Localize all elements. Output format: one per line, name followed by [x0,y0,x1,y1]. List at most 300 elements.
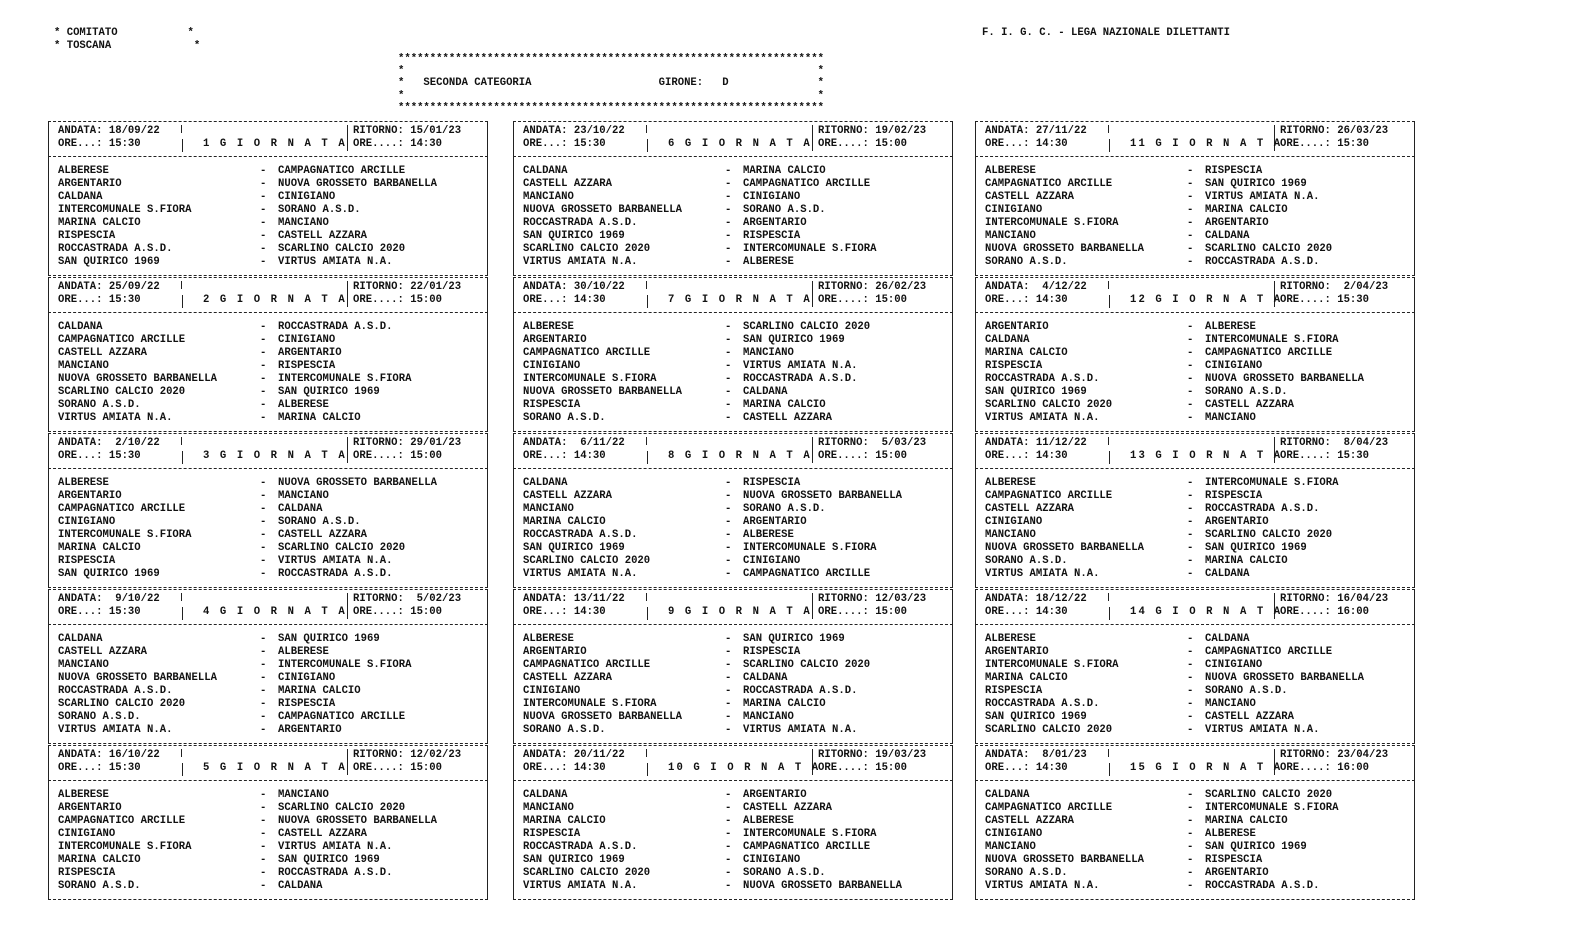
round-block [975,121,1415,275]
match-row [513,516,953,529]
home-team: ROCCASTRADA A.S.D. [58,243,173,255]
home-team: INTERCOMUNALE S.FIORA [985,659,1119,671]
match-row [513,477,953,490]
column-rule [1108,125,1109,133]
round-block [513,745,953,899]
match-row [513,321,953,334]
dashed-rule [48,899,488,900]
dashed-rule [975,743,1415,744]
match-row [975,815,1415,828]
match-row [513,373,953,386]
ritorno-date: RITORNO: 5/02/23 [353,593,462,605]
home-team: CALDANA [523,165,568,177]
match-dash: - [1187,347,1194,359]
ritorno-date: RITORNO: 23/04/23 [1280,749,1389,761]
away-team: NUOVA GROSSETO BARBANELLA [278,178,437,190]
match-dash: - [260,217,267,229]
match-row [513,178,953,191]
match-dash: - [260,178,267,190]
match-dash: - [725,542,732,554]
match-row [975,711,1415,724]
match-dash: - [260,633,267,645]
away-team: ROCCASTRADA A.S.D. [278,321,393,333]
home-team: VIRTUS AMIATA N.A. [985,880,1100,892]
ritorno-date: RITORNO: 5/03/23 [818,437,927,449]
match-row [975,256,1415,269]
match-dash: - [260,555,267,567]
home-team: NUOVA GROSSETO BARBANELLA [58,672,217,684]
match-dash: - [725,373,732,385]
dashed-rule [513,589,953,590]
giornata-title: 14 G I O R N A T A [1130,606,1283,618]
andata-date: ANDATA: 25/09/22 [58,281,160,293]
home-team: MANCIANO [58,360,109,372]
dashed-rule [513,745,953,746]
home-team: VIRTUS AMIATA N.A. [523,880,638,892]
away-team: CINIGIANO [743,854,801,866]
match-dash: - [1187,529,1194,541]
ritorno-time: ORE....: 15:00 [353,294,443,306]
match-dash: - [725,347,732,359]
match-dash: - [1187,399,1194,411]
andata-date: ANDATA: 20/11/22 [523,749,625,761]
ritorno-date: RITORNO: 22/01/23 [353,281,462,293]
away-team: MANCIANO [278,217,329,229]
andata-date: ANDATA: 27/11/22 [985,125,1087,137]
column-rule [647,451,648,464]
ritorno-time: ORE....: 16:00 [1280,606,1370,618]
home-team: ARGENTARIO [58,802,122,814]
home-team: INTERCOMUNALE S.FIORA [58,841,192,853]
away-team: CALDANA [743,672,788,684]
match-row [513,230,953,243]
match-row [975,230,1415,243]
andata-date: ANDATA: 6/11/22 [523,437,625,449]
away-team: RISPESCIA [743,230,801,242]
giornata-title: 5 G I O R N A T A [203,762,347,774]
match-dash: - [725,399,732,411]
home-team: CASTELL AZZARA [985,503,1075,515]
match-dash: - [725,672,732,684]
dashed-rule [513,275,953,276]
match-dash: - [260,867,267,879]
match-row [513,841,953,854]
dashed-rule [975,587,1415,588]
match-dash: - [1187,555,1194,567]
giornata-title: 8 G I O R N A T A [668,450,812,462]
andata-time: ORE...: 14:30 [523,606,606,618]
match-dash: - [260,165,267,177]
home-team: MANCIANO [985,841,1036,853]
match-row [513,867,953,880]
match-row [513,360,953,373]
home-team: INTERCOMUNALE S.FIORA [58,204,192,216]
match-dash: - [260,334,267,346]
away-team: RISPESCIA [1205,490,1263,502]
banner-line: * * [398,65,824,78]
home-team: SAN QUIRICO 1969 [58,568,160,580]
match-row [513,555,953,568]
away-team: NUOVA GROSSETO BARBANELLA [278,815,437,827]
away-team: SORANO A.S.D. [743,867,826,879]
match-dash: - [1187,321,1194,333]
home-team: MARINA CALCIO [985,347,1068,359]
home-team: INTERCOMUNALE S.FIORA [523,373,657,385]
match-dash: - [725,256,732,268]
home-team: SAN QUIRICO 1969 [523,854,625,866]
home-team: NUOVA GROSSETO BARBANELLA [985,854,1144,866]
home-team: VIRTUS AMIATA N.A. [523,568,638,580]
dashed-rule [48,743,488,744]
match-dash: - [725,633,732,645]
home-team: NUOVA GROSSETO BARBANELLA [523,711,682,723]
match-dash: - [1187,646,1194,658]
match-row [48,828,488,841]
column-rule [182,607,183,620]
home-team: CINIGIANO [523,685,581,697]
ritorno-time: ORE....: 15:00 [818,762,908,774]
home-team: CINIGIANO [985,828,1043,840]
round-block [48,589,488,743]
away-team: ALBERESE [278,399,329,411]
match-dash: - [1187,217,1194,229]
column-rule [347,125,348,151]
away-team: CINIGIANO [743,555,801,567]
away-team: CAMPAGNATICO ARCILLE [1205,646,1333,658]
match-row [513,165,953,178]
away-team: SORANO A.S.D. [1205,685,1288,697]
away-team: SORANO A.S.D. [278,204,361,216]
away-team: INTERCOMUNALE S.FIORA [1205,334,1339,346]
home-team: VIRTUS AMIATA N.A. [58,724,173,736]
away-team: INTERCOMUNALE S.FIORA [743,542,877,554]
dashed-rule [48,433,488,434]
home-team: ARGENTARIO [985,646,1049,658]
match-dash: - [1187,867,1194,879]
match-dash: - [725,724,732,736]
away-team: VIRTUS AMIATA N.A. [278,841,393,853]
home-team: CINIGIANO [523,360,581,372]
away-team: MANCIANO [278,490,329,502]
ritorno-time: ORE....: 15:30 [1280,294,1370,306]
giornata-title: 11 G I O R N A T A [1130,138,1283,150]
away-team: SCARLINO CALCIO 2020 [278,802,406,814]
away-team: MANCIANO [743,347,794,359]
column-rule [181,281,182,289]
match-row [513,659,953,672]
away-team: CAMPAGNATICO ARCILLE [1205,347,1333,359]
match-row [513,724,953,737]
dashed-rule [975,277,1415,278]
andata-time: ORE...: 14:30 [523,294,606,306]
column-rule [182,295,183,308]
round-block [48,433,488,587]
ritorno-time: ORE....: 15:00 [818,450,908,462]
column-rule [646,281,647,289]
giornata-title: 12 G I O R N A T A [1130,294,1283,306]
column-rule [182,763,183,776]
match-dash: - [1187,802,1194,814]
home-team: MANCIANO [523,802,574,814]
match-row [48,802,488,815]
match-dash: - [1187,841,1194,853]
andata-date: ANDATA: 8/01/23 [985,749,1087,761]
match-dash: - [260,854,267,866]
away-team: CAMPAGNATICO ARCILLE [743,178,871,190]
andata-date: ANDATA: 23/10/22 [523,125,625,137]
home-team: NUOVA GROSSETO BARBANELLA [523,386,682,398]
home-team: CAMPAGNATICO ARCILLE [523,659,651,671]
match-dash: - [260,529,267,541]
match-row [513,334,953,347]
home-team: CAMPAGNATICO ARCILLE [523,347,651,359]
andata-date: ANDATA: 18/09/22 [58,125,160,137]
match-row [975,698,1415,711]
dashed-rule [513,743,953,744]
away-team: NUOVA GROSSETO BARBANELLA [1205,373,1364,385]
away-team: SCARLINO CALCIO 2020 [1205,789,1333,801]
home-team: MANCIANO [58,659,109,671]
away-team: INTERCOMUNALE S.FIORA [1205,477,1339,489]
dashed-rule [975,312,1415,313]
match-row [48,633,488,646]
column-rule [646,437,647,445]
match-row [975,542,1415,555]
giornata-title: 3 G I O R N A T A [203,450,347,462]
match-row [513,256,953,269]
home-team: CALDANA [985,789,1030,801]
banner-line: * SECONDA CATEGORIA GIRONE: D * [398,77,824,90]
round-block [48,745,488,899]
away-team: NUOVA GROSSETO BARBANELLA [743,880,902,892]
match-dash: - [260,243,267,255]
home-team: CALDANA [58,321,103,333]
match-dash: - [1187,256,1194,268]
match-row [975,633,1415,646]
dashed-rule [48,587,488,588]
match-row [975,386,1415,399]
home-team: SAN QUIRICO 1969 [58,256,160,268]
match-dash: - [260,321,267,333]
home-team: CAMPAGNATICO ARCILLE [58,503,186,515]
match-dash: - [725,360,732,372]
match-dash: - [260,412,267,424]
ritorno-time: ORE....: 15:00 [353,606,443,618]
match-row [513,685,953,698]
match-dash: - [1187,503,1194,515]
match-row [513,672,953,685]
andata-time: ORE...: 15:30 [58,606,141,618]
ritorno-date: RITORNO: 15/01/23 [353,125,462,137]
column-rule [1109,607,1110,620]
away-team: VIRTUS AMIATA N.A. [278,555,393,567]
match-row [513,243,953,256]
home-team: SAN QUIRICO 1969 [985,386,1087,398]
match-row [513,568,953,581]
away-team: VIRTUS AMIATA N.A. [1205,724,1320,736]
match-row [975,373,1415,386]
away-team: NUOVA GROSSETO BARBANELLA [743,490,902,502]
column-rule [182,451,183,464]
home-team: MARINA CALCIO [58,217,141,229]
dashed-rule [513,277,953,278]
match-row [48,347,488,360]
dashed-rule [975,780,1415,781]
home-team: SCARLINO CALCIO 2020 [523,243,651,255]
home-team: SCARLINO CALCIO 2020 [523,555,651,567]
match-row [48,711,488,724]
match-dash: - [260,724,267,736]
home-team: ARGENTARIO [58,178,122,190]
match-row [975,672,1415,685]
match-dash: - [725,334,732,346]
away-team: CINIGIANO [743,191,801,203]
dashed-rule [975,745,1415,746]
match-dash: - [725,555,732,567]
match-row [48,412,488,425]
match-dash: - [260,256,267,268]
home-team: SAN QUIRICO 1969 [523,542,625,554]
away-team: SAN QUIRICO 1969 [278,633,380,645]
andata-date: ANDATA: 11/12/22 [985,437,1087,449]
away-team: ALBERESE [743,529,794,541]
home-team: MARINA CALCIO [985,672,1068,684]
match-dash: - [725,503,732,515]
home-team: NUOVA GROSSETO BARBANELLA [523,204,682,216]
away-team: ROCCASTRADA A.S.D. [1205,256,1320,268]
match-dash: - [260,672,267,684]
home-team: CAMPAGNATICO ARCILLE [985,178,1113,190]
column-rule [1108,281,1109,289]
away-team: CASTELL AZZARA [278,230,368,242]
match-row [975,828,1415,841]
round-block [513,277,953,431]
match-row [48,841,488,854]
column-rule [646,593,647,601]
match-row [975,841,1415,854]
dashed-rule [48,431,488,432]
home-team: CALDANA [985,334,1030,346]
match-row [513,490,953,503]
home-team: RISPESCIA [985,685,1043,697]
match-dash: - [725,230,732,242]
ritorno-time: ORE....: 15:00 [353,450,443,462]
match-row [513,204,953,217]
away-team: SCARLINO CALCIO 2020 [743,321,871,333]
match-row [48,334,488,347]
match-dash: - [260,191,267,203]
dashed-rule [513,468,953,469]
match-dash: - [725,854,732,866]
match-row [48,672,488,685]
away-team: SCARLINO CALCIO 2020 [1205,529,1333,541]
column-rule [347,281,348,307]
match-dash: - [725,412,732,424]
away-team: CASTELL AZZARA [278,529,368,541]
ritorno-date: RITORNO: 19/03/23 [818,749,927,761]
match-dash: - [260,568,267,580]
home-team: NUOVA GROSSETO BARBANELLA [985,542,1144,554]
away-team: SAN QUIRICO 1969 [743,633,845,645]
ritorno-date: RITORNO: 8/04/23 [1280,437,1389,449]
away-team: ARGENTARIO [743,516,807,528]
match-row [975,854,1415,867]
match-dash: - [260,789,267,801]
andata-time: ORE...: 15:30 [523,138,606,150]
andata-date: ANDATA: 4/12/22 [985,281,1087,293]
away-team: RISPESCIA [278,698,336,710]
dashed-rule [975,121,1415,122]
away-team: CALDANA [278,880,323,892]
ritorno-date: RITORNO: 2/04/23 [1280,281,1389,293]
away-team: ALBERESE [278,646,329,658]
dashed-rule [975,275,1415,276]
andata-time: ORE...: 15:30 [58,762,141,774]
match-row [975,685,1415,698]
andata-date: ANDATA: 2/10/22 [58,437,160,449]
away-team: ALBERESE [743,256,794,268]
away-team: ARGENTARIO [743,789,807,801]
home-team: ALBERESE [58,477,109,489]
match-row [48,217,488,230]
home-team: VIRTUS AMIATA N.A. [985,412,1100,424]
away-team: INTERCOMUNALE S.FIORA [278,373,412,385]
away-team: RISPESCIA [743,477,801,489]
home-team: CAMPAGNATICO ARCILLE [985,802,1113,814]
match-row [975,191,1415,204]
match-dash: - [1187,633,1194,645]
match-dash: - [1187,724,1194,736]
column-rule [812,125,813,151]
column-rule [647,295,648,308]
column-rule [347,437,348,463]
home-team: ROCCASTRADA A.S.D. [523,529,638,541]
match-dash: - [1187,204,1194,216]
away-team: SAN QUIRICO 1969 [278,386,380,398]
andata-time: ORE...: 14:30 [985,138,1068,150]
away-team: INTERCOMUNALE S.FIORA [1205,802,1339,814]
column-rule [1109,763,1110,776]
match-dash: - [1187,672,1194,684]
home-team: MARINA CALCIO [523,815,606,827]
andata-date: ANDATA: 18/12/22 [985,593,1087,605]
away-team: SAN QUIRICO 1969 [1205,542,1307,554]
match-dash: - [260,802,267,814]
column-rule [646,749,647,757]
match-dash: - [260,386,267,398]
match-dash: - [725,711,732,723]
match-dash: - [725,789,732,801]
away-team: CALDANA [1205,230,1250,242]
away-team: SCARLINO CALCIO 2020 [743,659,871,671]
away-team: ROCCASTRADA A.S.D. [278,867,393,879]
match-row [975,243,1415,256]
away-team: CAMPAGNATICO ARCILLE [743,568,871,580]
match-dash: - [260,815,267,827]
committee-line: * COMITATO * [54,27,194,39]
away-team: MARINA CALCIO [1205,815,1288,827]
dashed-rule [48,780,488,781]
home-team: ALBERESE [985,165,1036,177]
away-team: MARINA CALCIO [743,698,826,710]
home-team: CASTELL AZZARA [985,815,1075,827]
round-block [975,433,1415,587]
dashed-rule [513,899,953,900]
column-rule [647,763,648,776]
match-row [975,503,1415,516]
away-team: CINIGIANO [1205,360,1263,372]
match-row [513,698,953,711]
